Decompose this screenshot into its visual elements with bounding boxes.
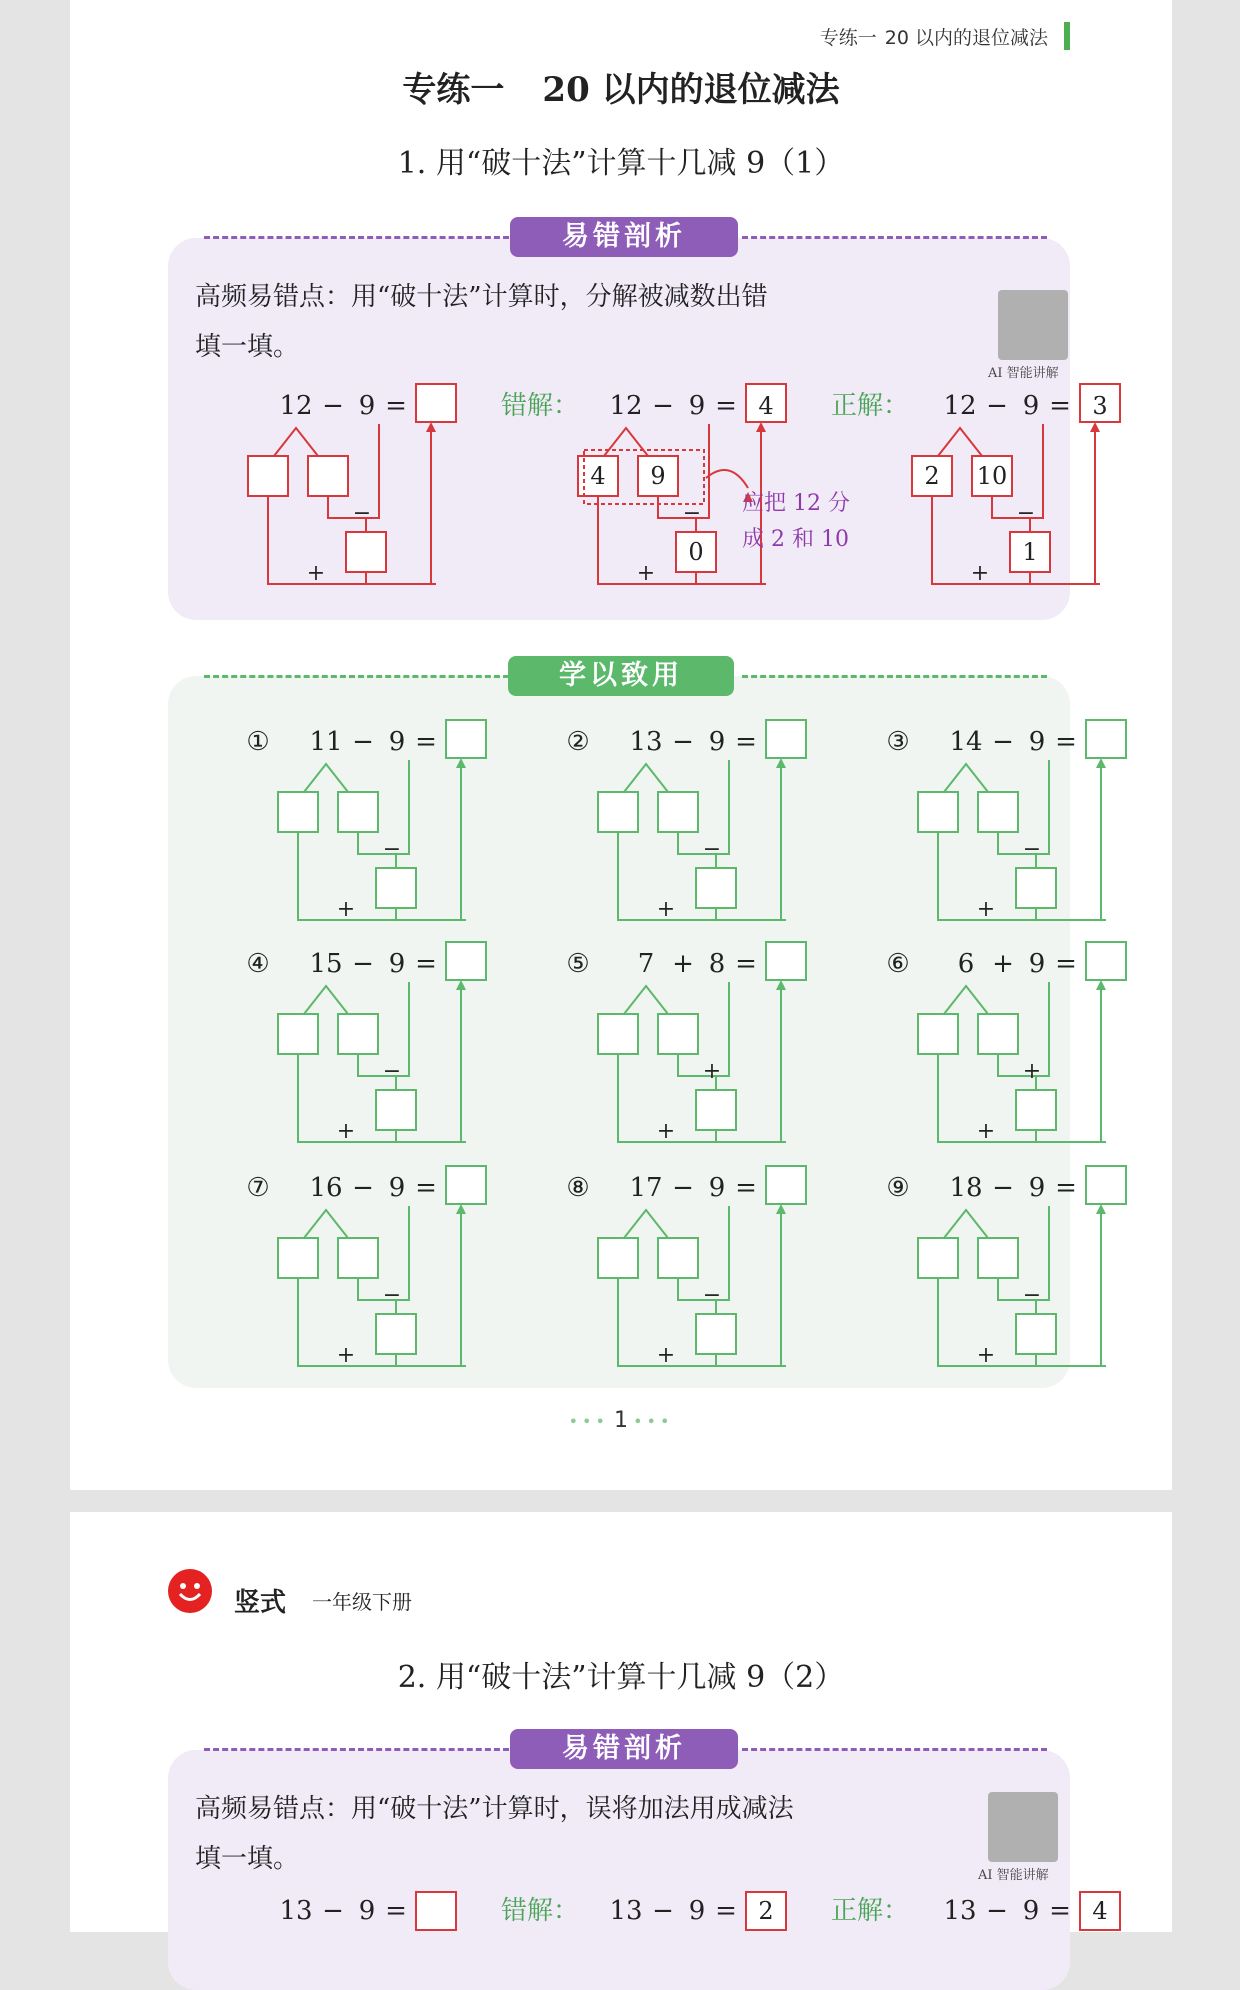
arrow-head-icon (1096, 1204, 1106, 1214)
answer-box[interactable] (446, 942, 486, 980)
split-branch (304, 986, 348, 1014)
error-point-line: 高频易错点：用“破十法”计算时，误将加法用成减法 (195, 1794, 794, 1824)
minuend: 12 (609, 391, 643, 421)
part-box-right[interactable] (658, 792, 698, 832)
outer-op-sign: + (336, 1343, 356, 1368)
subtrahend: 9 (1028, 727, 1046, 757)
part-box-left[interactable] (278, 1014, 318, 1054)
part-box-left[interactable] (598, 1014, 638, 1054)
correction-note-line: 成 2 和 10 (742, 527, 849, 552)
grade-label: 一年级下册 (312, 1590, 412, 1614)
part-value-left: 4 (590, 462, 606, 490)
answer-value: 4 (758, 392, 774, 420)
arrow-head-icon (1096, 980, 1106, 990)
difference-box[interactable] (696, 868, 736, 908)
difference-box[interactable] (696, 1090, 736, 1130)
right-solution-label: 正解： (830, 1896, 910, 1926)
operator-sign: − (986, 1896, 1008, 1926)
subtrahend: 9 (1022, 391, 1040, 421)
outer-link-right (1036, 908, 1106, 920)
outer-op-sign: + (970, 561, 990, 586)
page-number: 1 (614, 1408, 628, 1433)
operator-sign: − (352, 949, 374, 979)
split-branch (944, 986, 988, 1014)
arrow-head-icon (1096, 758, 1106, 768)
answer-box[interactable] (1086, 720, 1126, 758)
part-box-right[interactable] (338, 792, 378, 832)
inner-op-sign: − (352, 501, 372, 526)
minuend: 13 (943, 1896, 977, 1926)
operator-sign: − (352, 727, 374, 757)
equals-sign: = (385, 1896, 407, 1926)
minuend: 13 (279, 1896, 313, 1926)
outer-link-right (1036, 1130, 1106, 1142)
split-branch (944, 764, 988, 792)
part-box-left[interactable] (918, 1014, 958, 1054)
subtrahend: 9 (708, 1173, 726, 1203)
arrow-head-icon (456, 1204, 466, 1214)
equals-sign: = (385, 391, 407, 421)
outer-op-sign: + (976, 897, 996, 922)
error-analysis-badge: 易错剖析 (510, 217, 738, 257)
title-topic: 20 以内的退位减法 (542, 70, 840, 110)
arrow-head-icon (456, 758, 466, 768)
inner-op-sign: − (682, 501, 702, 526)
part-box-left[interactable] (918, 1238, 958, 1278)
answer-box[interactable] (766, 1166, 806, 1204)
right-solution-label: 正解： (830, 391, 910, 421)
difference-box[interactable] (376, 868, 416, 908)
header-section: 专练一 (819, 26, 877, 49)
operator-sign: − (322, 1896, 344, 1926)
minuend: 16 (309, 1173, 343, 1203)
difference-value: 0 (688, 538, 704, 566)
wrong-solution-label: 错解： (500, 1896, 580, 1926)
part-value-left: 2 (924, 462, 940, 490)
operator-sign: − (672, 1173, 694, 1203)
subtrahend: 9 (1028, 949, 1046, 979)
split-branch (304, 1210, 348, 1238)
operator-sign: + (992, 949, 1014, 979)
outer-op-sign: + (656, 1343, 676, 1368)
instruction-line: 填一填。 (195, 1844, 300, 1874)
outer-op-sign: + (636, 561, 656, 586)
problem-number: ⑨ (886, 1173, 910, 1203)
subtrahend: 8 (708, 949, 726, 979)
difference-value: 1 (1022, 538, 1038, 566)
operator-sign: − (322, 391, 344, 421)
subtrahend: 9 (1028, 1173, 1046, 1203)
qr-caption: AI 智能讲解 (988, 366, 1059, 381)
minuend: 13 (609, 1896, 643, 1926)
part-box-left[interactable] (598, 1238, 638, 1278)
part-box-right[interactable] (338, 1238, 378, 1278)
title-section: 专练一 (402, 70, 505, 110)
split-branch (304, 764, 348, 792)
operator-sign: − (652, 391, 674, 421)
difference-box[interactable] (376, 1090, 416, 1130)
difference-box[interactable] (1016, 1090, 1056, 1130)
equals-sign: = (1055, 949, 1077, 979)
problem-number: ⑧ (566, 1173, 590, 1203)
minuend: 6 (957, 949, 975, 979)
inner-op-sign: − (1022, 1283, 1042, 1308)
equals-sign: = (1055, 1173, 1077, 1203)
instruction-line: 填一填。 (195, 332, 300, 362)
correction-note-line: 应把 12 分 (742, 491, 850, 516)
equals-sign: = (415, 727, 437, 757)
outer-op-sign: + (656, 1119, 676, 1144)
part-box-right[interactable] (978, 1014, 1018, 1054)
outer-link-right (716, 1354, 786, 1366)
difference-box[interactable] (1016, 868, 1056, 908)
problem-number: ① (246, 727, 270, 757)
minuend: 17 (629, 1173, 663, 1203)
answer-box[interactable] (446, 1166, 486, 1204)
operator-sign: − (986, 391, 1008, 421)
equals-sign: = (715, 1896, 737, 1926)
split-branch (944, 1210, 988, 1238)
part-value-right: 9 (650, 462, 666, 490)
answer-box[interactable] (766, 720, 806, 758)
split-branch (624, 764, 668, 792)
operator-sign: − (652, 1896, 674, 1926)
arrow-head-icon (776, 980, 786, 990)
part-box-left[interactable] (278, 792, 318, 832)
subtrahend: 9 (1022, 1896, 1040, 1926)
problem-number: ⑥ (886, 949, 910, 979)
minuend: 13 (629, 727, 663, 757)
equals-sign: = (1055, 727, 1077, 757)
header-topic: 20 以内的退位减法 (884, 26, 1048, 49)
split-branch (624, 1210, 668, 1238)
equals-sign: = (1049, 1896, 1071, 1926)
outer-op-sign: + (656, 897, 676, 922)
exercise-subtitle: 1. 用“破十法”计算十几减 9（1） (397, 146, 845, 181)
inner-op-sign: − (382, 1283, 402, 1308)
part-box-right[interactable] (978, 1238, 1018, 1278)
outer-link-right (396, 908, 466, 920)
outer-op-sign: + (976, 1119, 996, 1144)
practice-problems (70, 0, 1172, 1400)
operator-sign: − (672, 727, 694, 757)
worksheet-page-2 (70, 1512, 1172, 1932)
answer-box[interactable] (1086, 1166, 1126, 1204)
error-point-line: 高频易错点：用“破十法”计算时，分解被减数出错 (195, 282, 768, 312)
subtrahend: 9 (358, 1896, 376, 1926)
practice-badge: 学以致用 (508, 656, 734, 696)
part-box-right[interactable] (338, 1014, 378, 1054)
operator-sign: − (352, 1173, 374, 1203)
problem-number: ④ (246, 949, 270, 979)
part-box-right[interactable] (658, 1238, 698, 1278)
subtrahend: 9 (358, 391, 376, 421)
inner-op-sign: − (382, 837, 402, 862)
answer-value: 4 (1092, 1897, 1108, 1925)
dots-right: ••• (633, 1412, 674, 1431)
error-analysis-badge: 易错剖析 (510, 1729, 738, 1769)
difference-box[interactable] (696, 1314, 736, 1354)
minuend: 18 (949, 1173, 983, 1203)
equals-sign: = (415, 949, 437, 979)
difference-box[interactable] (376, 1314, 416, 1354)
outer-link-right (1036, 1354, 1106, 1366)
minuend: 12 (279, 391, 313, 421)
equals-sign: = (735, 949, 757, 979)
part-box-left[interactable] (918, 792, 958, 832)
inner-op-sign: − (382, 1059, 402, 1084)
qr-caption: AI 智能讲解 (978, 1868, 1049, 1883)
answer-box[interactable] (446, 720, 486, 758)
inner-op-sign: + (1022, 1059, 1042, 1084)
subtrahend: 9 (688, 391, 706, 421)
page-number-row (70, 1408, 1172, 1433)
part-box-right[interactable] (658, 1014, 698, 1054)
problem-number: ② (566, 727, 590, 757)
subtrahend: 9 (388, 949, 406, 979)
equals-sign: = (735, 1173, 757, 1203)
subtrahend: 9 (688, 1896, 706, 1926)
answer-value: 3 (1092, 392, 1108, 420)
operator-sign: − (992, 1173, 1014, 1203)
subtrahend: 9 (708, 727, 726, 757)
inner-op-sign: − (702, 837, 722, 862)
answer-value: 2 (758, 1897, 774, 1925)
brand-name: 竖式 (234, 1588, 287, 1618)
operator-sign: − (992, 727, 1014, 757)
outer-op-sign: + (336, 1119, 356, 1144)
inner-op-sign: − (702, 1283, 722, 1308)
problem-number: ⑦ (246, 1173, 270, 1203)
answer-box[interactable] (416, 1892, 456, 1930)
answer-box[interactable] (1086, 942, 1126, 980)
dots-left: ••• (568, 1412, 609, 1431)
outer-link-right (716, 1130, 786, 1142)
equals-sign: = (415, 1173, 437, 1203)
minuend: 14 (949, 727, 983, 757)
subtrahend: 9 (388, 727, 406, 757)
outer-link-right (716, 908, 786, 920)
part-box-left[interactable] (598, 792, 638, 832)
minuend: 11 (309, 727, 343, 757)
equals-sign: = (735, 727, 757, 757)
equals-sign: = (715, 391, 737, 421)
part-value-right: 10 (976, 462, 1008, 490)
outer-op-sign: + (336, 897, 356, 922)
subtrahend: 9 (388, 1173, 406, 1203)
minuend: 15 (309, 949, 343, 979)
exercise-subtitle: 2. 用“破十法”计算十几减 9（2） (397, 1660, 845, 1695)
operator-sign: + (672, 949, 694, 979)
split-branch (624, 986, 668, 1014)
inner-op-sign: − (1022, 837, 1042, 862)
inner-op-sign: − (1016, 501, 1036, 526)
arrow-head-icon (776, 1204, 786, 1214)
minuend: 7 (637, 949, 655, 979)
arrow-head-icon (776, 758, 786, 768)
arrow-head-icon (456, 980, 466, 990)
outer-op-sign: + (306, 561, 326, 586)
outer-op-sign: + (976, 1343, 996, 1368)
problem-number: ⑤ (566, 949, 590, 979)
problem-number: ③ (886, 727, 910, 757)
outer-link-right (396, 1130, 466, 1142)
part-box-right[interactable] (978, 792, 1018, 832)
inner-op-sign: + (702, 1059, 722, 1084)
minuend: 12 (943, 391, 977, 421)
worksheet-page-1 (70, 0, 1172, 1490)
difference-box[interactable] (1016, 1314, 1056, 1354)
equals-sign: = (1049, 391, 1071, 421)
outer-link-right (396, 1354, 466, 1366)
answer-box[interactable] (766, 942, 806, 980)
wrong-solution-label: 错解： (500, 391, 580, 421)
part-box-left[interactable] (278, 1238, 318, 1278)
example-diagrams (70, 1512, 1172, 1932)
